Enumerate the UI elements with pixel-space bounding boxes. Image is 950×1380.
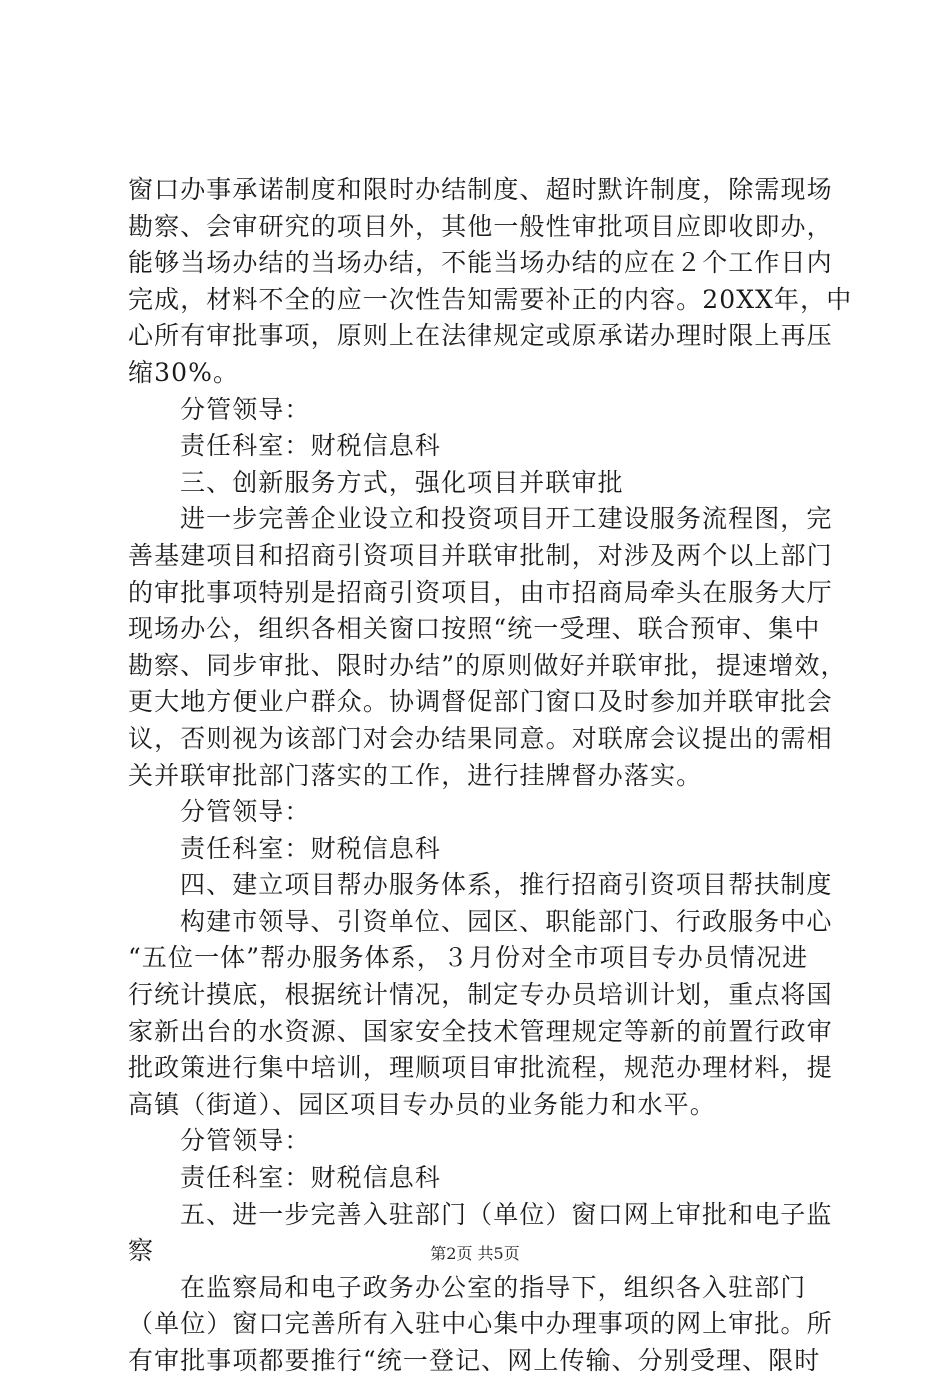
- text-line: 完成，材料不全的应一次性告知需要补正的内容。20XX年，中: [128, 284, 853, 314]
- text-line: 窗口办事承诺制度和限时办结制度、超时默许制度，除需现场: [128, 175, 833, 204]
- responsible-dept: 责任科室：财税信息科: [180, 833, 442, 863]
- section-heading: 三、创新服务方式，强化项目并联审批: [180, 467, 624, 497]
- text-line: 现场办公，组织各相关窗口按照“统一受理、联合预审、集中: [128, 614, 821, 644]
- text-line: 心所有审批事项，原则上在法律规定或原承诺办理时限上再压: [128, 321, 833, 351]
- text-line: “五位一体”帮办服务体系，３月份对全市项目专办员情况进: [128, 943, 809, 973]
- text-line: 进一步完善企业设立和投资项目开工建设服务流程图，完: [180, 504, 833, 534]
- text-line: 勘察、会审研究的项目外，其他一般性审批项目应即收即办，: [128, 211, 833, 241]
- supervisor-label: 分管领导：: [180, 797, 311, 827]
- supervisor-label: 分管领导：: [180, 394, 311, 424]
- text-line: 议，否则视为该部门对会办结果同意。对联席会议提出的需相: [128, 723, 833, 753]
- text-line: 缩30%。: [128, 357, 240, 387]
- responsible-dept: 责任科室：财税信息科: [180, 431, 442, 461]
- text-line: （单位）窗口完善所有入驻中心集中办理事项的网上审批。所: [128, 1309, 833, 1339]
- text-line: 关并联审批部门落实的工作，进行挂牌督办落实。: [128, 760, 703, 790]
- text-line: 在监察局和电子政务办公室的指导下，组织各入驻部门: [180, 1272, 807, 1302]
- responsible-dept: 责任科室：财税信息科: [180, 1163, 442, 1193]
- text-line: 更大地方便业户群众。协调督促部门窗口及时参加并联审批会: [128, 687, 833, 717]
- text-line: 能够当场办结的当场办结，不能当场办结的应在２个工作日内: [128, 248, 833, 278]
- page-number-footer: 第2页 共5页: [430, 1244, 520, 1263]
- text-line: 高镇（街道）、园区项目专办员的业务能力和水平。: [128, 1089, 716, 1119]
- text-line: 批政策进行集中培训，理顺项目审批流程，规范办理材料，提: [128, 1053, 833, 1083]
- text-line: 勘察、同步审批、限时办结”的原则做好并联审批，提速增效，: [128, 650, 847, 680]
- text-line: 行统计摸底，根据统计情况，制定专办员培训计划，重点将国: [128, 980, 833, 1010]
- section-heading-continued: 察: [128, 1236, 155, 1266]
- section-heading: 五、进一步完善入驻部门（单位）窗口网上审批和电子监: [180, 1199, 833, 1229]
- text-line: 善基建项目和招商引资项目并联审批制，对涉及两个以上部门: [128, 540, 833, 570]
- text-line: 的审批事项特别是招商引资项目，由市招商局牵头在服务大厅: [128, 577, 833, 607]
- text-line: 家新出台的水资源、国家安全技术管理规定等新的前置行政审: [128, 1016, 833, 1046]
- document-body: [128, 172, 853, 1380]
- text-line: 构建市领导、引资单位、园区、职能部门、行政服务中心: [180, 906, 833, 936]
- section-heading: 四、建立项目帮办服务体系，推行招商引资项目帮扶制度: [180, 870, 833, 900]
- supervisor-label: 分管领导：: [180, 1126, 311, 1156]
- text-line: 有审批事项都要推行“统一登记、网上传输、分别受理、限时: [128, 1346, 821, 1375]
